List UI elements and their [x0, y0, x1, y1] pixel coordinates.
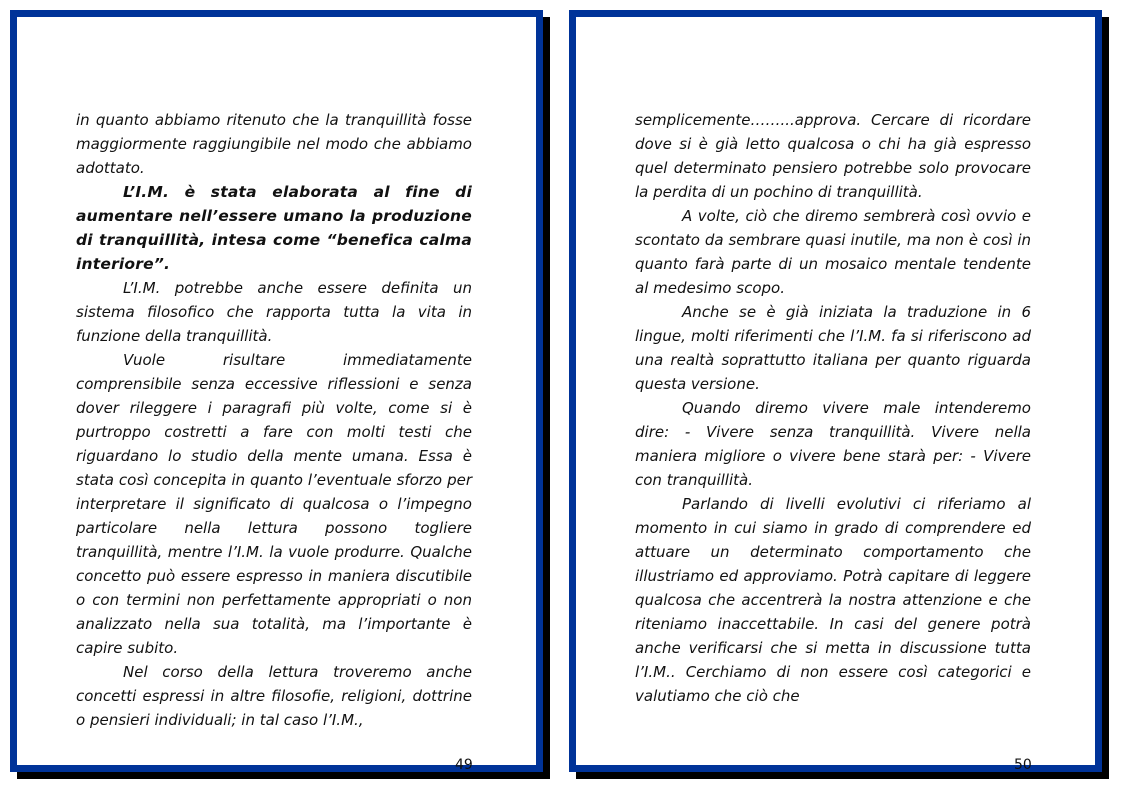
paragraph: Nel corso della lettura troveremo anche concetti espressi in altre filosofie, religioni, dottrine o pensieri individuali; in tal caso l’I.M.,	[76, 663, 472, 729]
page-number: 49	[455, 757, 473, 773]
paragraph: A volte, ciò che diremo sembrerà così ovvio e scontato da sembrare quasi inutile, ma non è così in quanto farà parte di un mosaico mentale tendente al medesimo scopo.	[635, 207, 1031, 297]
left-page	[10, 10, 543, 772]
paragraph: in quanto abbiamo ritenuto che la tranquillità fosse maggiormente raggiungibile nel modo che abbiamo adottato.	[76, 111, 472, 177]
right-page-text	[635, 108, 1031, 708]
paragraph: Vuole risultare immediatamente comprensibile senza eccessive riflessioni e senza dover rileggere i paragrafi più volte, come si è purtroppo costretti a fare con molti testi che riguardano lo studio della mente umana. Essa è stata così concepita in quanto l’eventuale sforzo per interpretare il significato di qualcosa o l’impegno particolare nella lettura possono togliere tranquillità, mentre l’I.M. la vuole produrre. Qualche concetto può essere espresso in maniera discutibile o con termini non perfettamente appropriati o non analizzato nella sua totalità, ma l’importante è capire subito.	[76, 351, 472, 657]
page-number: 50	[1014, 757, 1032, 773]
paragraph: L’I.M. potrebbe anche essere definita un sistema filosofico che rapporta tutta la vita in funzione della tranquillità.	[76, 279, 472, 345]
paragraph: Parlando di livelli evolutivi ci riferiamo al momento in cui siamo in grado di comprendere ed attuare un determinato comportamento che illustriamo ed approviamo. Potrà capitare di leggere qualcosa che accentrerà la nostra attenzione e che riteniamo inaccettabile. In casi del genere potrà anche verificarsi che si metta in discussione tutta l’I.M.. Cerchiamo di non essere così categorici e valutiamo che ciò che	[635, 495, 1031, 705]
right-page	[569, 10, 1102, 772]
bold-paragraph: L’I.M. è stata elaborata al fine di aumentare nell’essere umano la produzione di tranquillità, intesa come “benefica calma interiore”.	[76, 183, 472, 273]
paragraph: Quando diremo vivere male intenderemo dire: - Vivere senza tranquillità. Vivere nella maniera migliore o vivere bene starà per: - Vivere con tranquillità.	[635, 399, 1031, 489]
paragraph: semplicemente……...approva. Cercare di ricordare dove si è già letto qualcosa o chi ha già espresso quel determinato pensiero potrebbe solo provocare la perdita di un pochino di tranquillità.	[635, 111, 1031, 201]
left-page-text	[76, 108, 472, 732]
paragraph: Anche se è già iniziata la traduzione in 6 lingue, molti riferimenti che l’I.M. fa si riferiscono ad una realtà soprattutto italiana per quanto riguarda questa versione.	[635, 303, 1031, 393]
